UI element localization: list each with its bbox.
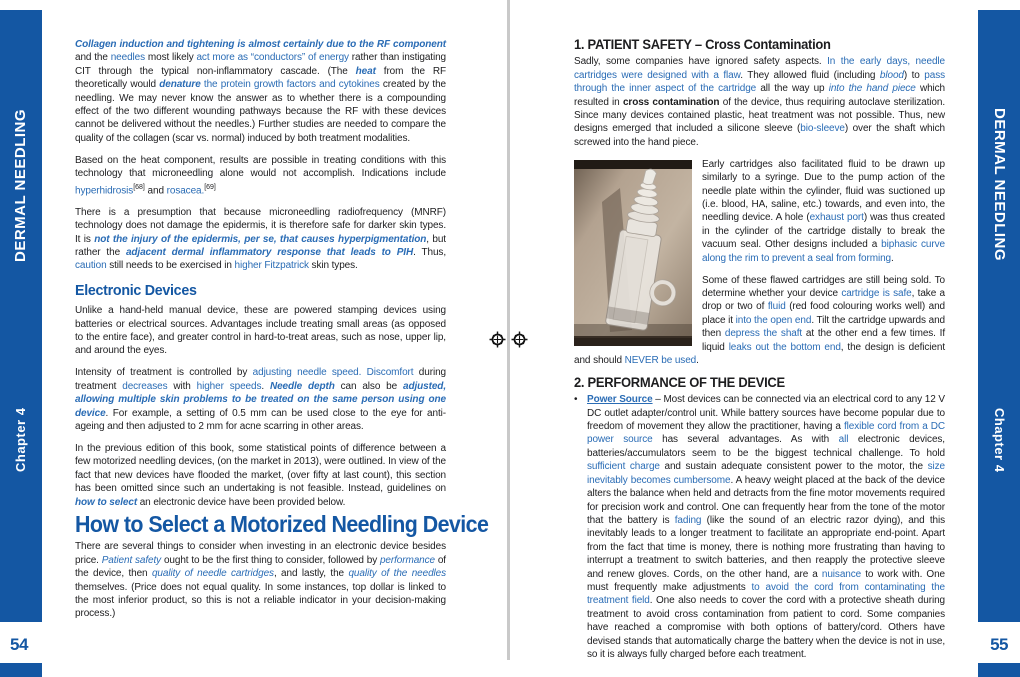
paragraph bbox=[75, 540, 446, 620]
text-segment: Patient safety bbox=[101, 554, 162, 566]
text-segment: act more as “conductors” of energy bbox=[196, 52, 349, 64]
text-segment: There are several things to consider when investing in an electronic device besides price. bbox=[75, 541, 446, 566]
text-segment: fluid bbox=[767, 301, 786, 313]
text-segment: at the other end a few times. If liquid bbox=[702, 328, 946, 353]
registration-mark-icon bbox=[489, 331, 506, 348]
text-segment: quality of needle cartridges bbox=[151, 568, 274, 580]
text-segment: adjacent dermal inflammatory response that leads to PIH bbox=[125, 247, 414, 259]
text-segment: exhaust port bbox=[809, 212, 864, 224]
text-segment: depress the shaft bbox=[724, 328, 803, 340]
paragraph bbox=[75, 154, 446, 198]
text-segment: electronic devices, batteries/accumulators seem to be the biggest technical challenge. To hold bbox=[587, 434, 945, 459]
text-segment: . bbox=[696, 354, 699, 366]
text-segment: , and lastly, the bbox=[273, 568, 349, 580]
text-segment: . They allowed fluid (including bbox=[740, 69, 880, 81]
text-segment: themselves. (Price does not equal quality. In some instances, top dollar is linked to the most inferior product, so this is not a reliable indicator in your decision-making process.) bbox=[75, 581, 446, 620]
text-segment: size inevitably becomes cumbersome bbox=[587, 461, 945, 486]
left-page bbox=[75, 38, 489, 629]
text-segment: In the early days, needle cartridges were designed with a flaw bbox=[574, 56, 945, 81]
text-segment: from the RF theoretically would bbox=[75, 65, 446, 91]
text-segment: NEVER be used bbox=[624, 354, 697, 366]
text-segment: which resulted in bbox=[574, 83, 946, 108]
paragraph bbox=[75, 38, 446, 145]
text-segment: pass through the inner aspect of the cartridge bbox=[574, 69, 945, 95]
section-heading-electronic-devices: Electronic Devices bbox=[75, 281, 197, 299]
text-segment: has several advantages. As with bbox=[652, 434, 839, 446]
paragraph bbox=[587, 393, 945, 661]
registration-mark-icon bbox=[511, 331, 528, 348]
text-segment: Power Source bbox=[587, 394, 653, 406]
left-page-number: 54 bbox=[10, 635, 28, 654]
text-segment: all the way up bbox=[756, 83, 829, 95]
page-gutter-divider bbox=[507, 0, 510, 660]
text-segment: created by the needling. We may never know the answer as to whether there is a compounding effect of the two different wounding pathways because the RF with these devices cannot be delivered without the needles.) Further studies are needed to compare the quality of the collagen (scar vs. normal) induced by both treatment modalities. bbox=[75, 79, 447, 144]
text-segment: bio-sleeve bbox=[800, 123, 845, 135]
text-segment: an electronic device have been provided below. bbox=[137, 496, 346, 508]
paragraph bbox=[75, 366, 446, 433]
right-book-title: DERMAL NEEDLING bbox=[991, 108, 1008, 262]
text-segment: can also be bbox=[334, 380, 403, 392]
text-segment: Needle depth bbox=[269, 380, 335, 392]
text-segment: adjusted, allowing multiple skin problems to be treated on the same person using one device bbox=[75, 380, 446, 419]
text-segment: blood bbox=[879, 69, 904, 81]
left-book-title: DERMAL NEEDLING bbox=[12, 108, 29, 262]
paragraph bbox=[574, 55, 945, 149]
text-segment: still needs to be exercised in bbox=[106, 260, 235, 272]
text-segment: and the bbox=[75, 52, 111, 64]
text-segment: Some of these flawed cartridges are still being sold. To determine whether your device bbox=[702, 274, 945, 299]
paragraph bbox=[75, 304, 446, 358]
right-page-number: 55 bbox=[990, 635, 1008, 654]
text-segment: adjusting needle speed. Discomfort bbox=[252, 367, 414, 379]
text-segment: higher speeds bbox=[196, 380, 262, 392]
text-segment: ) to bbox=[903, 69, 925, 81]
right-page bbox=[574, 38, 945, 670]
text-segment: Collagen induction and tightening is almost certainly due to the RF component bbox=[75, 39, 446, 50]
right-chapter-label: Chapter 4 bbox=[992, 407, 1007, 473]
text-segment: ) over the shaft which screwed into the hand piece. bbox=[574, 123, 945, 148]
text-segment: (like the sound of an electric razor dying), and this inevitably leads to a longer treatment to facilitate an appropriate end-point. Apart from the fact that time is money, there is nothing more frustrating than having to interrupt a treatment to switch batteries, and then reapply the protective sleeve and renew gloves. Cords, on the other hand, are a bbox=[587, 514, 945, 580]
bullet-icon: • bbox=[574, 394, 578, 406]
text-segment: . A heavy weight placed at the back of the device alters the balance when held and detracts from the fine motor movements required for precision work and control. One can frequently hear from the tone of the motor that the battery is bbox=[587, 474, 945, 526]
text-segment: of the device, thus requiring autoclave sterilization. Since many devices contained plastic, heat treatment was not possible. Thus, new designs emerged that included a silicone sleeve ( bbox=[574, 96, 946, 135]
right-footer-block bbox=[978, 663, 1020, 677]
text-segment: nuisance bbox=[821, 568, 862, 580]
left-chapter-label: Chapter 4 bbox=[13, 407, 28, 473]
text-segment: rather than instigating CIT through the typical non-inflammatory cascade. (The bbox=[75, 52, 447, 77]
text-segment: and sustain adequate consistent power to the motor, the bbox=[659, 461, 928, 473]
text-segment: sufficient charge bbox=[587, 461, 660, 473]
text-segment: leaks out the bottom end bbox=[728, 341, 841, 353]
text-segment: all bbox=[838, 434, 849, 446]
text-segment: skin types. bbox=[308, 260, 358, 272]
text-segment: with bbox=[167, 380, 197, 392]
text-segment: . One also needs to cover the cord with a protective sheath during treatment to avoid cross contamination from patient to cord. Some companies have reached a compromise with both options of battery/cord. Others have devised stands that automatically charge the battery when the device is not in use, so it is always fully charged before each treatment. bbox=[587, 595, 945, 660]
text-segment: Sadly, some companies have ignored safety aspects. bbox=[574, 56, 828, 68]
text-segment: . bbox=[261, 380, 270, 392]
text-segment: In the previous edition of this book, some statistical points of difference between a few motorized needling devices, (on the market in 2013), were outlined. In view of the fact that new devices have flooded the market, (over fifty at last count), this section has been omitted since such an undertaking is not feasible. Instead, guidelines on bbox=[75, 442, 446, 495]
text-segment: . Tilt the cartridge upwards and then bbox=[702, 314, 945, 340]
text-segment: the protein growth factors and cytokines bbox=[203, 79, 380, 91]
text-segment: and bbox=[144, 184, 167, 196]
text-segment: hyperhidrosis bbox=[75, 184, 134, 196]
text-segment: cartridge is safe bbox=[841, 287, 912, 299]
text-segment: (red food colouring works well) and place it bbox=[702, 301, 945, 326]
text-segment: biphasic curve along the rim to prevent a seal from forming bbox=[702, 239, 945, 264]
text-segment: Unlike a hand-held manual device, these are powered stamping devices using batteries or electrical sources. Advantages include treating small areas (as opposed to the entire face), and greater control in hard-to-treat areas, such as nose, upper lip, and around the eyes. bbox=[75, 305, 446, 357]
section-heading-patient-safety: 1. PATIENT SAFETY – Cross Contamination bbox=[574, 37, 831, 52]
text-segment: ) was thus created in the cylinder of the cartridge distally to break the vacuum seal. Other designs included a bbox=[702, 212, 945, 251]
text-segment: caution bbox=[75, 260, 107, 272]
text-segment: denature bbox=[159, 79, 201, 91]
text-segment: decreases bbox=[122, 380, 168, 392]
text-segment: Early cartridges also facilitated fluid to be drawn up similarly to a syringe. Due to the pump action of the needle plate within the cylinder, fluid was suctioned up (i.e. blood, HA, saline, etc.) towards, and even into, the needling device. A hole ( bbox=[702, 158, 945, 224]
text-segment: of the device, then bbox=[75, 554, 446, 580]
text-segment: performance bbox=[379, 554, 435, 566]
text-segment: , take a drop or two of bbox=[702, 287, 945, 313]
paragraph bbox=[75, 206, 446, 273]
text-segment: heat bbox=[355, 65, 376, 77]
section-heading-how-to-select: How to Select a Motorized Needling Device bbox=[75, 510, 489, 537]
text-segment: ought to be the first thing to consider, followed by bbox=[161, 554, 380, 566]
text-segment: to work with. One must frequently make adjustments bbox=[587, 568, 946, 593]
paragraph bbox=[75, 442, 446, 509]
text-segment: most likely bbox=[145, 52, 197, 64]
text-segment: higher Fitzpatrick bbox=[234, 260, 309, 272]
text-segment: Intensity of treatment is controlled by bbox=[75, 367, 253, 379]
text-segment: rosacea. bbox=[166, 184, 205, 196]
text-segment: not the injury of the epidermis, per se, that causes hyperpigmentation bbox=[94, 233, 427, 245]
text-segment: into the open end bbox=[735, 314, 812, 326]
text-segment: . For example, a setting of 0.5 mm can be used close to the eye for anti-ageing and then adjusted to 2 mm for acne scarring in other areas. bbox=[75, 407, 446, 432]
needle-cartridge-photo bbox=[574, 160, 692, 346]
text-segment: how to select bbox=[75, 496, 138, 508]
text-segment: [68] bbox=[133, 183, 145, 191]
text-segment: during treatment bbox=[75, 367, 446, 392]
text-segment: , the design is deficient and should bbox=[574, 341, 946, 366]
text-segment: – Most devices can be connected via an electrical cord to any 12 V DC outlet adapter/control unit. While battery sources have become popular due to freedom of movement they allow the practitioner, having a bbox=[587, 394, 945, 433]
text-segment: Based on the heat component, results are possible in treating conditions with this technology that microneedling alone would not accomplish. Indications include bbox=[75, 154, 446, 180]
text-segment: flexible cord from a DC power source bbox=[587, 421, 946, 446]
left-footer-block bbox=[0, 663, 42, 677]
text-segment: into the hand piece bbox=[828, 83, 916, 95]
text-segment: . bbox=[891, 252, 894, 264]
section-heading-performance: 2. PERFORMANCE OF THE DEVICE bbox=[574, 374, 785, 390]
text-segment: , but rather the bbox=[75, 233, 446, 259]
text-segment: . Thus, bbox=[413, 247, 447, 259]
text-segment: fading bbox=[674, 514, 702, 526]
text-segment: needles bbox=[110, 52, 146, 64]
text-segment: to avoid the cord from contaminating the treatment field bbox=[587, 581, 945, 607]
text-segment: There is a presumption that because microneedling radiofrequency (MNRF) technology does not damage the epidermis, it is therefore safe for darker skin types. It is bbox=[75, 206, 446, 245]
text-segment: quality of the needles bbox=[348, 568, 447, 580]
text-segment: [69] bbox=[204, 183, 216, 191]
list-item-power-source bbox=[574, 393, 945, 661]
text-segment: cross contamination bbox=[622, 96, 720, 108]
